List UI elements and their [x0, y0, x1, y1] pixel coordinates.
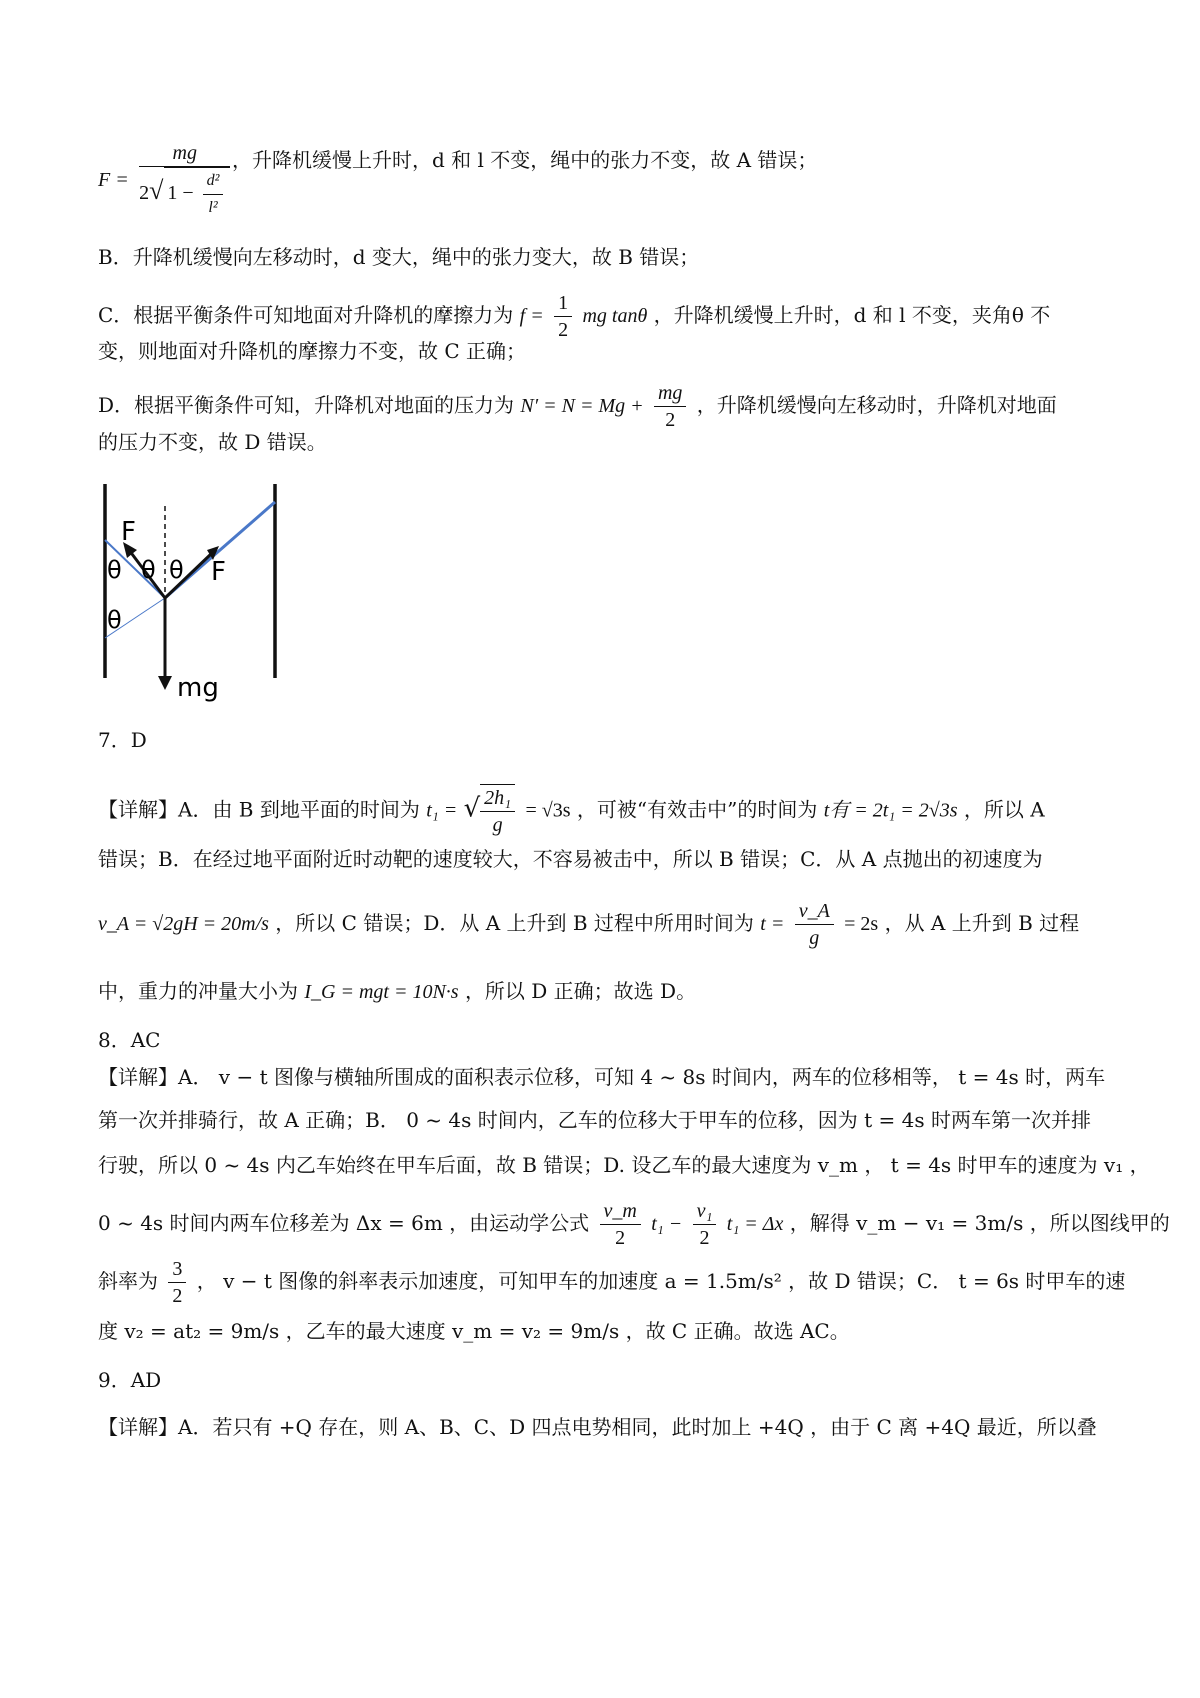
option-d-line1: [98, 380, 1057, 433]
q7-l3-math1: v_A = √2gH = 20m/s: [98, 913, 269, 935]
q8-l5-frac-den: 2: [172, 1285, 183, 1307]
q8-l5-text-b: ， v − t 图像的斜率表示加速度，可知甲车的加速度 a = 1.5m/s² ，故 D 错误；C． t = 6s 时甲车的速: [196, 1269, 1126, 1293]
d-text-b: ，升降机缓慢向左移动时，升降机对地面: [696, 393, 1057, 417]
formula-fraction: [139, 140, 230, 221]
formula-tension: [98, 140, 234, 221]
den-inner-den: l²: [208, 199, 218, 216]
q8-l4-text-b: ，解得 v_m − v₁ = 3m/s ，所以图线甲的: [789, 1211, 1170, 1235]
formula-lhs: F =: [98, 169, 129, 191]
q9-title: 9．AD: [98, 1368, 162, 1392]
q7-l3-frac-num: v_A: [795, 898, 834, 925]
d-frac-den: 2: [665, 409, 676, 431]
q8-l4-text-a: 0 ~ 4s 时间内两车位移差为 Δx = 6m ，由运动学公式: [98, 1211, 590, 1235]
q8-l4-mid: t₁ −: [651, 1213, 683, 1235]
q7-l1-frac-den: g: [492, 814, 503, 836]
q7-l4-text-b: ，所以 D 正确；故选 D。: [464, 979, 697, 1003]
q7-l1-mid: = √3s: [525, 799, 571, 822]
q8-l4-frac1-num: v_m: [600, 1198, 641, 1225]
q8-l4-frac2-num: v₁: [693, 1198, 717, 1225]
q7-l3-rhs: = 2s: [844, 913, 879, 935]
q8-line1: 【详解】A． v − t 图像与横轴所围成的面积表示位移，可知 4 ~ 8s 时间内，两车的位移相等， t = 4s 时，两车: [98, 1065, 1106, 1089]
q7-title: 7．D: [98, 728, 147, 752]
q7-line2: 错误；B．在经过地平面附近时动靶的速度较大，不容易被击中，所以 B 错误；C．从 A 点抛出的初速度为: [98, 847, 1043, 871]
q8-line5: [98, 1256, 1125, 1309]
c-math-rhs: mg tanθ: [582, 305, 648, 327]
q8-line2: 第一次并排骑行，故 A 正确；B． 0 ~ 4s 时间内，乙车的位移大于甲车的位移，因为 t = 4s 时两车第一次并排: [98, 1108, 1091, 1132]
q7-l1-text-b: ，可被“有效击中”的时间为: [576, 797, 818, 822]
q8-line6: 度 v₂ = at₂ = 9m/s ，乙车的最大速度 v_m = v₂ = 9m/s ，故 C 正确。故选 AC。: [98, 1319, 850, 1343]
q8-l4-frac2-den: 2: [699, 1227, 710, 1249]
label-f-left: F: [121, 517, 136, 547]
c-frac-den: 2: [558, 319, 569, 341]
q7-l4-text-a: 中，重力的冲量大小为: [98, 979, 298, 1003]
q8-title: 8．AC: [98, 1028, 161, 1052]
line1-text: ，升降机缓慢上升时，d 和 l 不变，绳中的张力不变，故 A 错误；: [232, 148, 818, 172]
q7-l3-text-b: ，从 A 上升到 B 过程: [884, 911, 1080, 935]
q7-l3-text-a: ，所以 C 错误；D．从 A 上升到 B 过程中所用时间为: [275, 911, 754, 935]
q7-l3-t: t =: [760, 913, 785, 935]
q8-l5-frac-num: 3: [168, 1256, 186, 1283]
c-math-lhs: f =: [519, 305, 544, 327]
q8-line4: [98, 1198, 1170, 1251]
q9-line1: 【详解】A．若只有 +Q 存在，则 A、B、C、D 四点电势相同，此时加上 +4Q ，由于 C 离 +4Q 最近，所以叠: [98, 1415, 1097, 1439]
option-d-line2: 的压力不变，故 D 错误。: [98, 430, 327, 454]
c-text-a: C．根据平衡条件可知地面对升降机的摩擦力为: [98, 303, 514, 327]
formula-numerator: mg: [139, 140, 230, 167]
q7-l4-math: I_G = mgt = 10N·s: [304, 981, 459, 1003]
q7-line4: [98, 976, 696, 1007]
c-text-b: ，升降机缓慢上升时，d 和 l 不变，夹角θ 不: [653, 303, 1051, 327]
den-prefix: 2: [139, 182, 150, 205]
gravity-arrowhead: [158, 676, 172, 690]
option-b-text: B．升降机缓慢向左移动时，d 变大，绳中的张力变大，故 B 错误；: [98, 245, 700, 269]
q8-l4-frac1-den: 2: [615, 1227, 626, 1249]
q8-l5-text-a: 斜率为: [98, 1269, 158, 1293]
q7-l1-t1: t₁ =: [426, 799, 458, 822]
q7-line1: 【详解】A．由 B 到地平面的时间为 t₁ = √ $\frac{\text{2h₁}}{g}$ = √3s ，可被“有效击中”的时间为 t有 = 2t₁ = 2√3s ，所以 A: [98, 784, 1045, 838]
label-theta-4: θ: [107, 606, 122, 634]
c-frac-num: 1: [554, 290, 572, 317]
q7-l3-frac-den: g: [809, 927, 820, 949]
label-theta-2: θ: [141, 556, 156, 584]
label-theta-1: θ: [107, 556, 122, 584]
d-math: N′ = N = Mg +: [520, 395, 644, 417]
q7-line3: [98, 898, 1079, 951]
force-diagram: [95, 478, 305, 718]
label-f-right: F: [211, 557, 226, 587]
den-inner: 1 −: [167, 182, 194, 205]
formula-denominator: 2√ 1 − $\frac{\text{d²}}{\text{l²}}$: [139, 167, 230, 221]
den-inner-num: d²: [203, 168, 224, 195]
q7-l1-math2: t有 = 2t₁ = 2√3s: [823, 799, 958, 822]
q7-l1-text-c: ，所以 A: [963, 797, 1045, 822]
option-c-line2: 变，则地面对升降机的摩擦力不变，故 C 正确；: [98, 339, 527, 363]
q8-l4-rhs: t₁ = Δx: [726, 1213, 784, 1235]
label-theta-3: θ: [169, 556, 184, 584]
label-mg: mg: [177, 673, 219, 703]
q8-line3: 行驶，所以 0 ~ 4s 内乙车始终在甲车后面，故 B 错误；D. 设乙车的最大速度为 v_m ， t = 4s 时甲车的速度为 v₁ ，: [98, 1153, 1150, 1177]
q7-l1-text-a: 【详解】A．由 B 到地平面的时间为: [98, 797, 420, 822]
d-frac-num: mg: [654, 380, 686, 407]
d-text-a: D．根据平衡条件可知，升降机对地面的压力为: [98, 393, 515, 417]
q7-l1-frac-num: 2h₁: [480, 785, 515, 812]
